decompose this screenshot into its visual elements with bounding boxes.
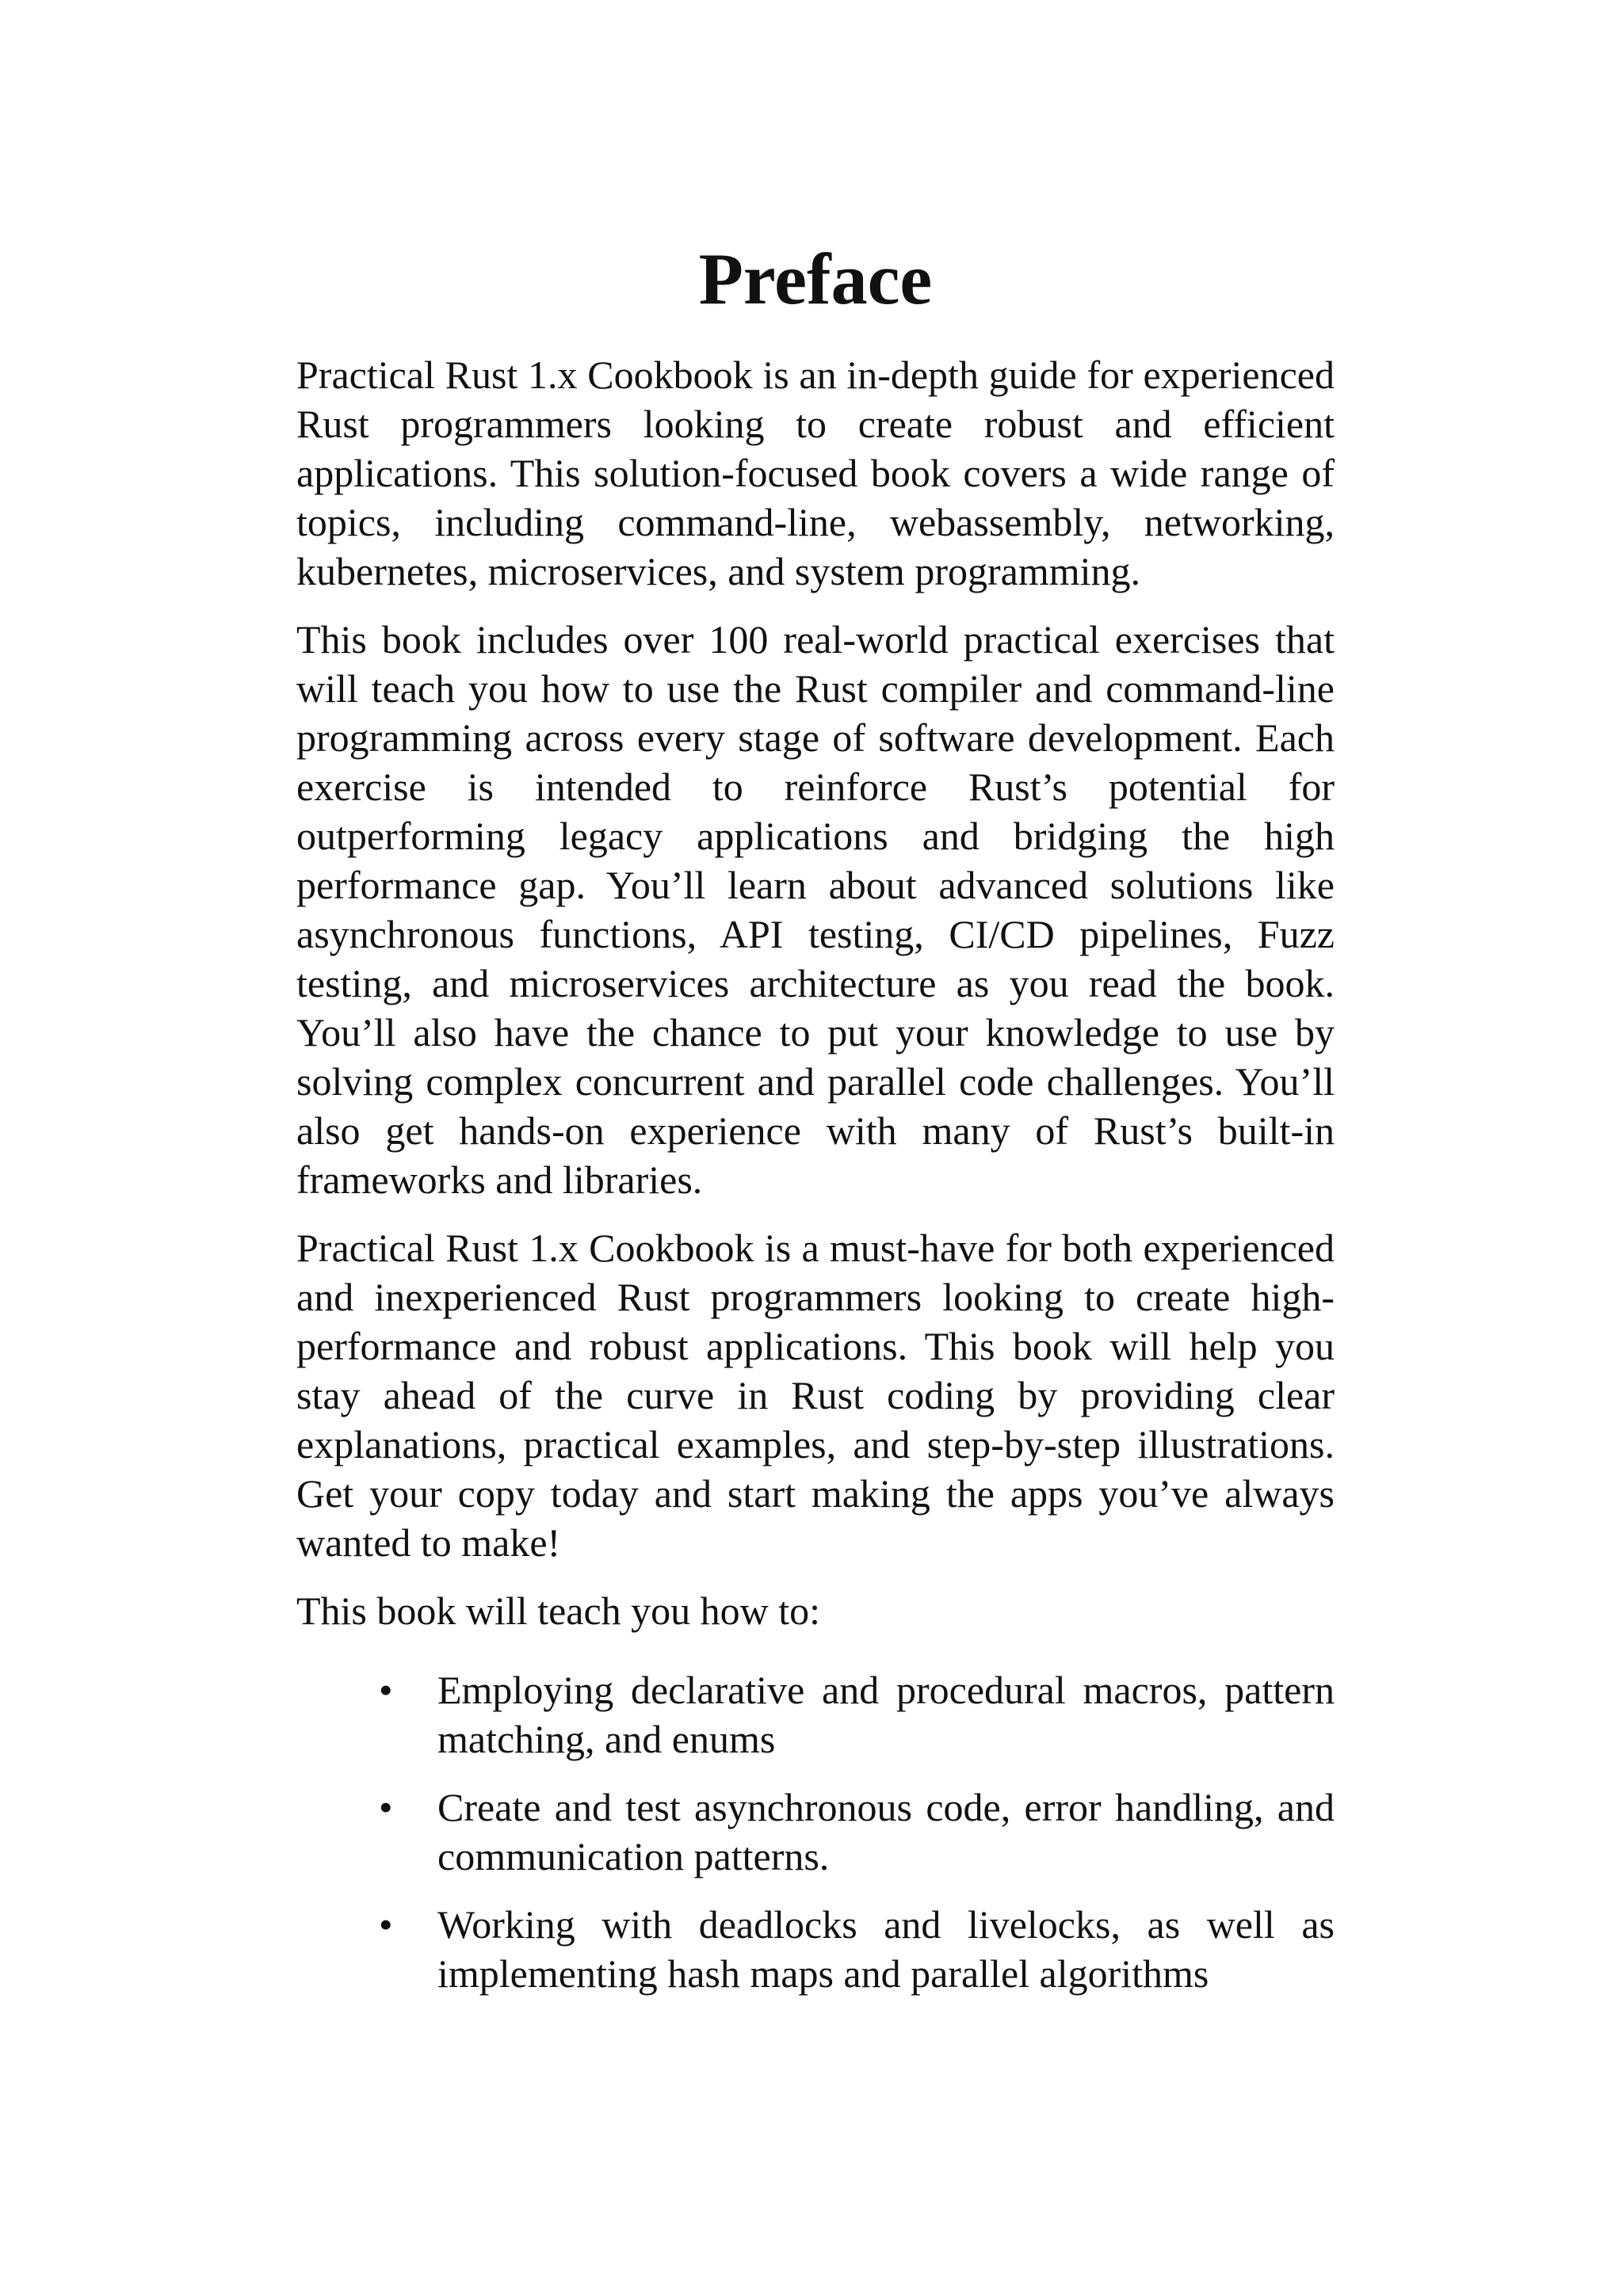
paragraph-exercises: This book includes over 100 real-world practical exercises that will teach you how to use the Rust compiler and command-line programming across every stage of software development. Each exercise is intended to reinforce Rust’s potential for outperforming legacy applications and bridging the high performance gap. You’ll learn about advanced solutions like asynchronous functions, API testing, CI/CD pipelines, Fuzz testing, and microservices architecture as you read the book. You’ll also have the chance to put your knowledge to use by solving complex concurrent and parallel code challenges. You’ll also get hands-on experience with many of Rust’s built-in frameworks and libraries. [296,616,1335,1202]
list-item [296,1665,1335,1764]
list-item-text: Employing declarative and procedural macros, pattern matching, and enums [437,1667,1335,1761]
paragraph-teach-intro: This book will teach you how to: [296,1588,821,1633]
paragraph-must-have: Practical Rust 1.x Cookbook is a must-have for both experienced and inexperienced Rust programmers looking to create high-performance and robust applications. This book will help you stay ahead of the curve in Rust coding by providing clear explanations, practical examples, and step-by-step illustrations. Get your copy today and start making the apps you’ve always wanted to make! [296,1225,1335,1565]
list-item [296,1783,1335,1881]
skills-list [296,1665,1335,1998]
list-item-text: Create and test asynchronous code, error handling, and communication patterns. [437,1784,1335,1878]
list-item [296,1900,1335,1998]
paragraph-intro: Practical Rust 1.x Cookbook is an in-depth guide for experienced Rust programmers looking to create robust and efficient applications. This solution-focused book covers a wide range of topics, including command-line, webassembly, networking, kubernetes, microservices, and system programming. [296,352,1335,593]
bullet-icon: • [379,1901,393,1947]
page-title: Preface [698,238,933,319]
preface-page [296,238,1335,2017]
list-item-text: Working with deadlocks and livelocks, as well as implementing hash maps and parallel algorithms [437,1901,1335,1996]
bullet-icon: • [379,1667,393,1712]
bullet-icon: • [379,1784,393,1829]
